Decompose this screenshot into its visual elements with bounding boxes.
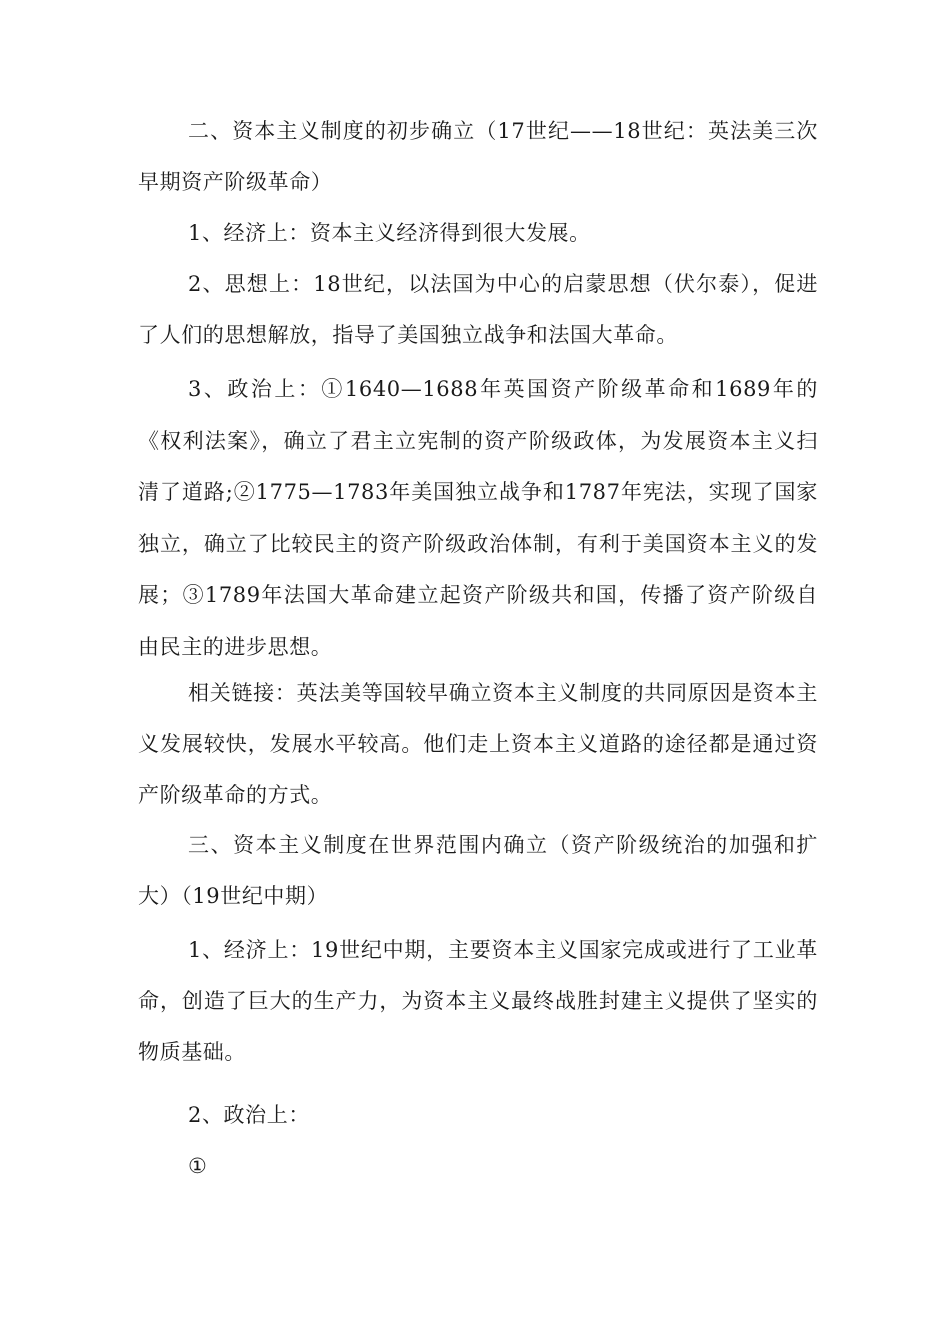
paragraph-politics: 3、政治上：①1640—1688年英国资产阶级革命和1689年的《权利法案》，确立了君主立宪制的资产阶级政体，为发展资本主义扫清了道路;②1775—1783年美国独立战争和1787年宪法，实现了国家独立，确立了比较民主的资产阶级政治体制，有利于美国资本主义的发展；③1789年法国大革命建立起资产阶级共和国，传播了资产阶级自由民主的进步思想。 <box>138 377 818 659</box>
paragraph-thought: 2、思想上：18世纪，以法国为中心的启蒙思想（伏尔泰），促进了人们的思想解放，指导了美国独立战争和法国大革命。 <box>138 272 818 347</box>
paragraph-economy: 1、经济上：资本主义经济得到很大发展。 <box>188 221 591 245</box>
section-heading-three: 三、资本主义制度在世界范围内确立（资产阶级统治的加强和扩大）（19世纪中期） <box>138 833 818 908</box>
section-heading-two: 二、资本主义制度的初步确立（17世纪——18世纪：英法美三次早期资产阶级革命） <box>138 119 818 194</box>
paragraph-related-link: 相关链接：英法美等国较早确立资本主义制度的共同原因是资本主义发展较快，发展水平较高。他们走上资本主义道路的途径都是通过资产阶级革命的方式。 <box>138 681 818 807</box>
paragraph-economy-19th: 1、经济上：19世纪中期，主要资本主义国家完成或进行了工业革命，创造了巨大的生产力，为资本主义最终战胜封建主义提供了坚实的物质基础。 <box>138 938 818 1064</box>
paragraph-politics-19th: 2、政治上： <box>188 1103 310 1127</box>
paragraph-item-one: ① <box>188 1154 208 1178</box>
